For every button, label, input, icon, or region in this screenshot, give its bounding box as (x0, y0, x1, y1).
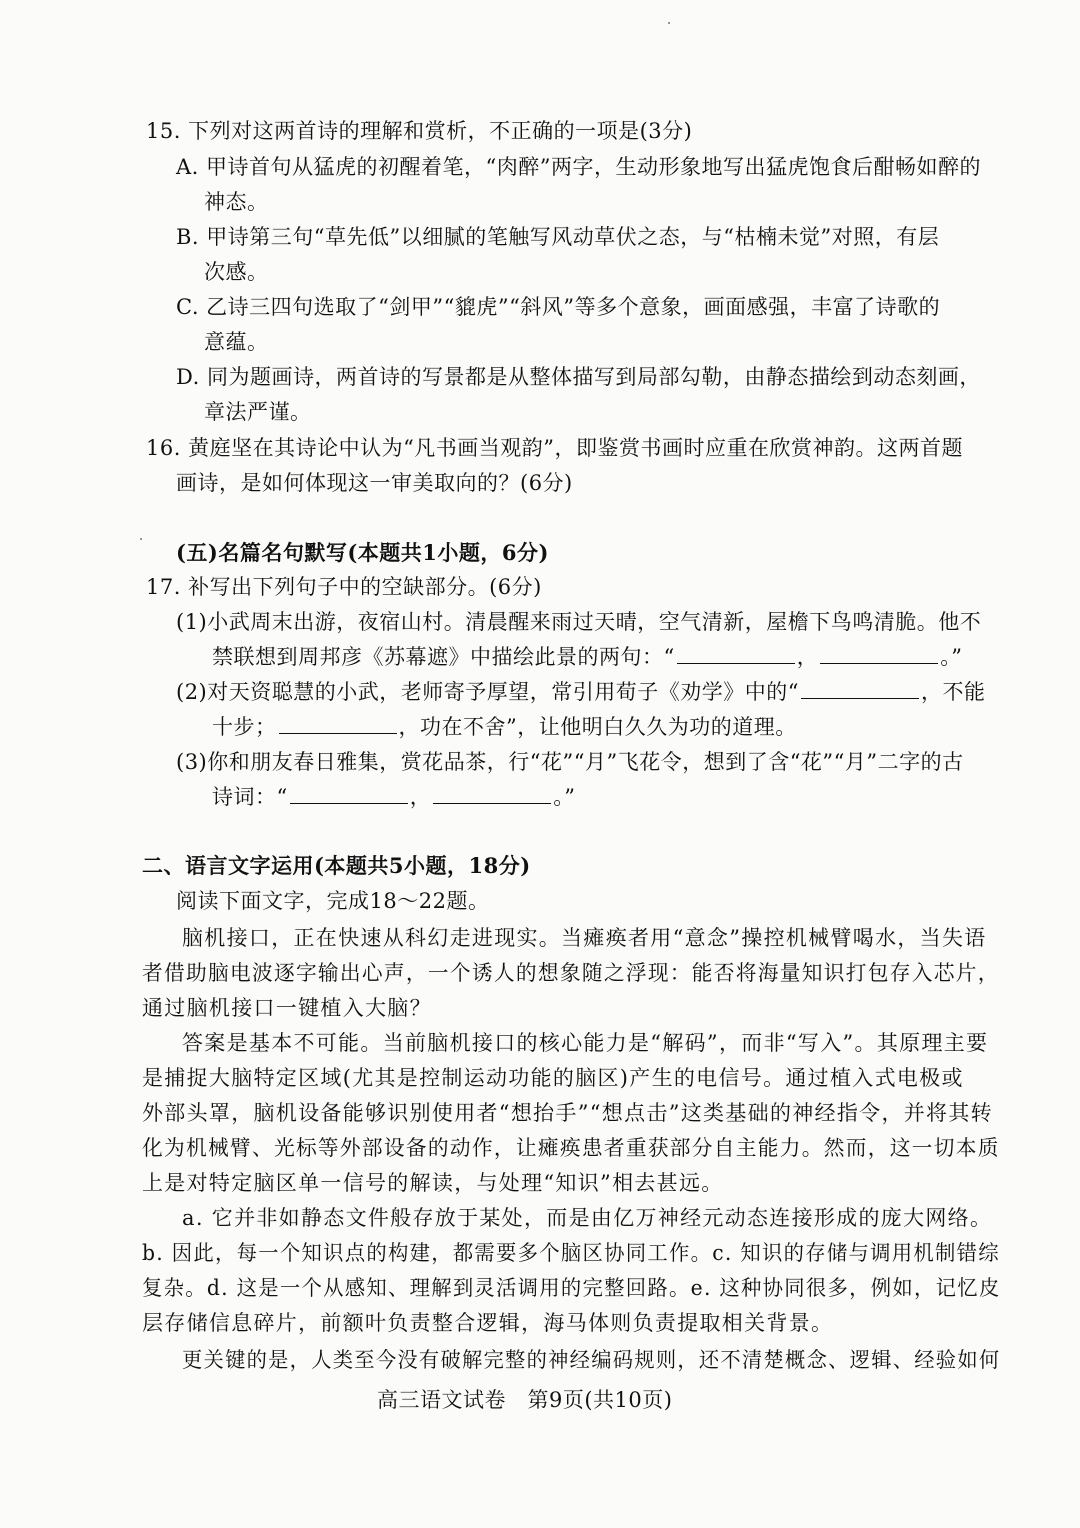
passage-para3-line4: 层存储信息碎片，前额叶负责整合逻辑，海马体则负责提取相关背景。 (142, 1311, 834, 1335)
q17-part1-line1: (1)小武周末出游，夜宿山村。清晨醒来雨过天晴，空气清新，屋檐下鸟鸣清脆。他不 (176, 610, 982, 634)
q17-part1-line2 (212, 642, 962, 672)
comma: ， (409, 785, 432, 809)
passage-para2-line1: 答案是基本不可能。当前脑机接口的核心能力是“解码”，而非“写入”。其原理主要 (182, 1031, 989, 1055)
passage-para3-line2: b. 因此，每一个知识点的构建，都需要多个脑区协同工作。c. 知识的存储与调用机制错综 (142, 1241, 1000, 1265)
page-footer: 高三语文试卷 第9页(共10页) (377, 1388, 673, 1412)
q15-option-a-line1: A. 甲诗首句从猛虎的初醒着笔，“肉醉”两字，生动形象地写出猛虎饱食后酣畅如醉的 (176, 155, 981, 179)
passage-para2-line3: 外部头罩，脑机设备能够识别使用者“想抬手”“想点击”这类基础的神经指令，并将其转 (142, 1101, 993, 1125)
passage-para2-line5: 上是对特定脑区单一信号的解读，与处理“知识”相去甚远。 (142, 1171, 724, 1195)
q16-line2: 画诗，是如何体现这一审美取向的？(6分) (176, 471, 573, 495)
passage-para1-line1: 脑机接口，正在快速从科幻走进现实。当瘫痪者用“意念”操控机械臂喝水，当失语 (182, 926, 987, 950)
answer-blank[interactable] (820, 645, 938, 664)
q17-part2-line1 (176, 677, 985, 707)
q17-part2-line2 (212, 712, 797, 742)
q17-part3-line1: (3)你和朋友春日雅集，赏花品茶，行“花”“月”飞花令，想到了含“花”“月”二字的古 (176, 750, 964, 774)
passage-para3-line3: 复杂。d. 这是一个从感知、理解到灵活调用的完整回路。e. 这种协同很多，例如，记忆皮 (142, 1276, 1001, 1300)
q17-part3-prompt: 诗词：“ (212, 785, 288, 809)
passage-para2-line4: 化为机械臂、光标等外部设备的动作，让瘫痪患者重获部分自主能力。然而，这一切本质 (142, 1136, 1000, 1160)
answer-blank[interactable] (677, 645, 795, 664)
passage-para1-line2: 者借助脑电波逐字输出心声，一个诱人的想象随之浮现：能否将海量知识打包存入芯片， (142, 961, 1000, 985)
part2-heading: 二、语言文字运用(本题共5小题，18分) (142, 853, 531, 878)
q15-option-d-line2: 章法严谨。 (204, 400, 312, 424)
closing-quote: 。” (940, 645, 963, 669)
q15-stem: 15. 下列对这两首诗的理解和赏析，不正确的一项是(3分) (146, 119, 693, 143)
part2-instruction: 阅读下面文字，完成18～22题。 (176, 889, 490, 913)
q15-option-c-line1: C. 乙诗三四句选取了“剑甲”“貔虎”“斜风”等多个意象，画面感强，丰富了诗歌的 (176, 295, 941, 319)
passage-para3-line1: a. 它并非如静态文件般存放于某处，而是由亿万神经元动态连接形成的庞大网络。 (182, 1206, 993, 1230)
answer-blank[interactable] (279, 715, 397, 734)
q15-option-d-line1: D. 同为题画诗，两首诗的写景都是从整体描写到局部勾勒，由静态描绘到动态刻画， (176, 365, 981, 389)
section5-heading: (五)名篇名句默写(本题共1小题，6分) (176, 540, 549, 565)
closing-quote: 。” (553, 785, 576, 809)
scan-speck (140, 538, 142, 540)
q17-part1-prompt: 禁联想到周邦彦《苏幕遮》中描绘此景的两句：“ (212, 645, 675, 669)
answer-blank[interactable] (290, 785, 408, 804)
q17-part2-suffix: ，功在不舍”，让他明白久久为功的道理。 (398, 715, 797, 739)
q17-part2-prefix: 十步； (212, 715, 277, 739)
q17-part2-prompt: (2)对天资聪慧的小武，老师寄予厚望，常引用荀子《劝学》中的“ (176, 680, 799, 704)
passage-para4-line1: 更关键的是，人类至今没有破解完整的神经编码规则，还不清楚概念、逻辑、经验如何 (182, 1348, 1001, 1372)
q17-part2-continuation: ，不能 (920, 680, 986, 704)
q17-stem: 17. 补写出下列句子中的空缺部分。(6分) (146, 575, 542, 599)
answer-blank[interactable] (433, 785, 551, 804)
passage-para1-line3: 通过脑机接口一键植入大脑？ (142, 996, 432, 1020)
q15-option-b-line2: 次感。 (204, 260, 269, 284)
answer-blank[interactable] (801, 680, 919, 699)
q15-option-c-line2: 意蕴。 (204, 330, 269, 354)
q15-option-a-line2: 神态。 (204, 190, 269, 214)
scan-speck (668, 22, 670, 24)
passage-para2-line2: 是捕捉大脑特定区域(尤其是控制运动功能的脑区)产生的电信号。通过植入式电极或 (142, 1066, 964, 1090)
q17-part3-line2 (212, 782, 576, 812)
q15-option-b-line1: B. 甲诗第三句“草先低”以细腻的笔触写风动草伏之态，与“枯楠未觉”对照，有层 (176, 225, 940, 249)
comma: ， (796, 645, 819, 669)
q16-line1: 16. 黄庭坚在其诗论中认为“凡书画当观韵”，即鉴赏书画时应重在欣赏神韵。这两首题 (146, 436, 964, 460)
